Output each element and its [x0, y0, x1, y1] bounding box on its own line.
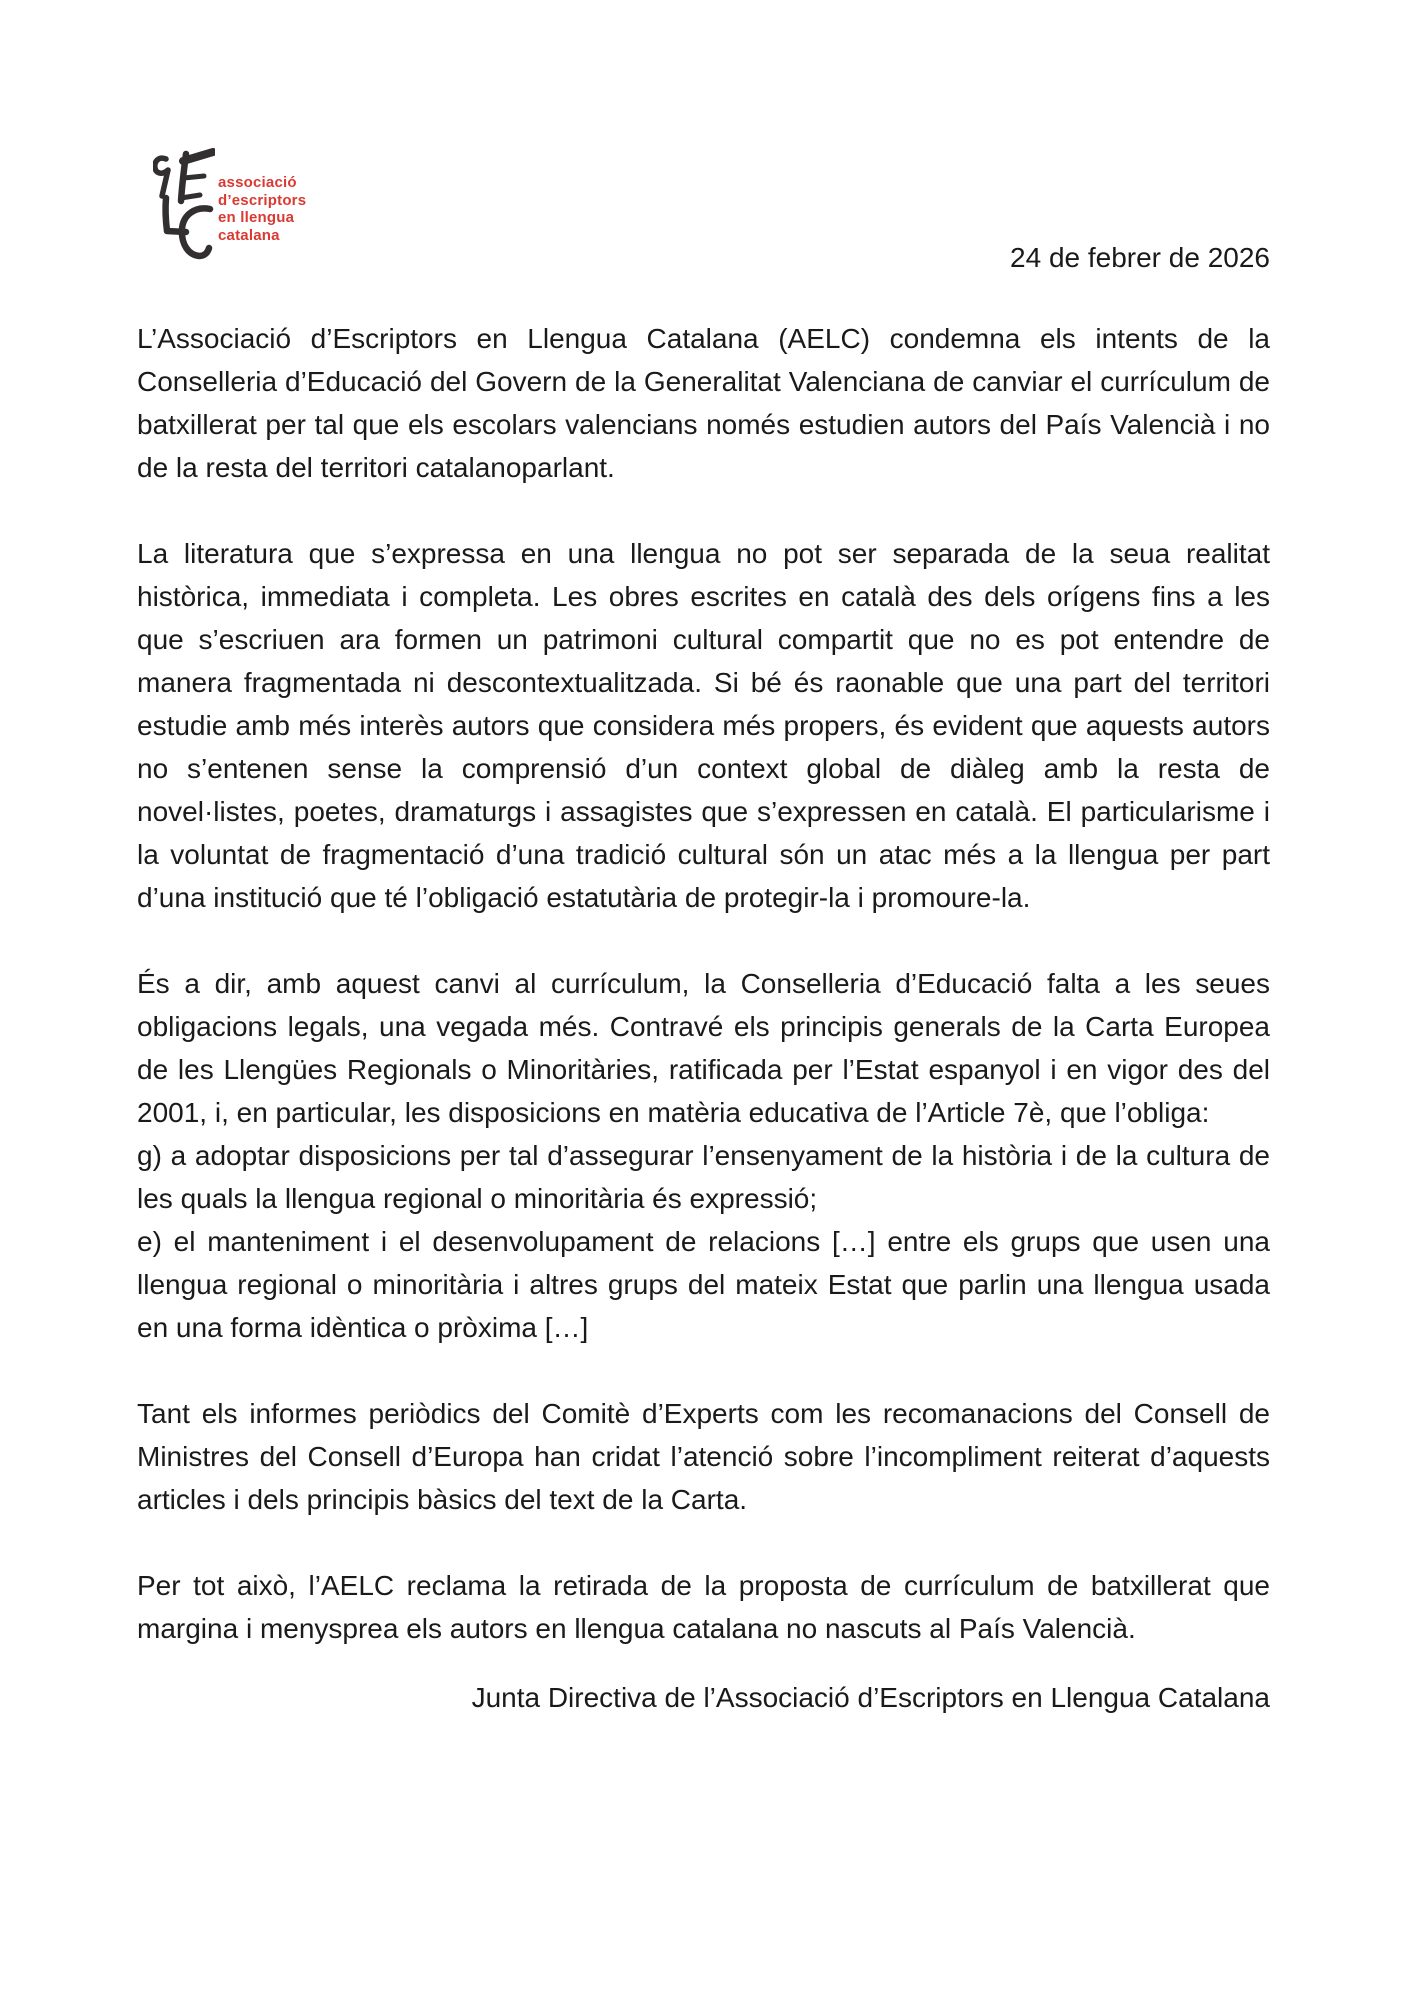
- paragraph-p3-item-e: e) el manteniment i el desenvolupament de relacions […] entre els grups que usen una llengua regional o minoritària i altres grups del mateix Estat que parlin una llengua usada en una forma idèntica o pròxima […]: [137, 1226, 1270, 1343]
- wordmark-line-3: en llengua: [218, 209, 295, 226]
- paragraph-p3: És a dir, amb aquest canvi al currículum, la Conselleria d’Educació falta a les seues obligacions legals, una vegada més. Contravé els principis generals de la Carta Europea de les Llengües Regionals o Minoritàries, ratificada per l’Estat espanyol i en vigor des del 2001, i, en particular, les disposicions en matèria educativa de l’Article 7è, que l’obliga:: [137, 968, 1270, 1128]
- letter-date: 24 de febrer de 2026: [1010, 242, 1270, 273]
- paragraph-p1: L’Associació d’Escriptors en Llengua Catalana (AELC) condemna els intents de la Conselleria d’Educació del Govern de la Generalitat Valenciana de canviar el currículum de batxillerat per tal que els escolars valencians només estudien autors del País Valencià i no de la resta del territori catalanoparlant.: [137, 323, 1270, 483]
- signature-line: Junta Directiva de l’Associació d’Escriptors en Llengua Catalana: [471, 1682, 1270, 1713]
- paragraph-list: [137, 317, 1270, 1650]
- wordmark-line-4: catalana: [218, 226, 280, 244]
- paragraph-p3-item-g: g) a adoptar disposicions per tal d’assegurar l’ensenyament de la història i de la cultura de les quals la llengua regional o minoritària és expressió;: [137, 1140, 1270, 1214]
- paragraph-p4: Tant els informes periòdics del Comitè d’Experts com les recomanacions del Consell de Ministres del Consell d’Europa han cridat l’atenció sobre l’incompliment reiterat d’aquests articles i dels principis bàsics del text de la Carta.: [137, 1398, 1270, 1515]
- aelc-logo-mark: [153, 148, 215, 260]
- paragraph-p5: Per tot això, l’AELC reclama la retirada de la proposta de currículum de batxillerat que margina i menysprea els autors en llengua catalana no nascuts al País Valencià.: [137, 1570, 1270, 1644]
- paragraph-p2: La literatura que s’expressa en una llengua no pot ser separada de la seua realitat històrica, immediata i completa. Les obres escrites en català des dels orígens fins a les que s’escriuen ara formen un patrimoni cultural compartit que no es pot entendre de manera fragmentada ni descontextualitzada. Si bé és raonable que una part del territori estudie amb més interès autors que considera més propers, és evident que aquests autors no s’entenen sense la comprensió d’un context global de diàleg amb la resta de novel·listes, poetes, dramaturgs i assagistes que s’expressen en català. El particularisme i la voluntat de fragmentació d’una tradició cultural són un atac més a la llengua per part d’una institució que té l’obligació estatutària de protegir-la i promoure-la.: [137, 538, 1270, 913]
- wordmark-line-1: associació: [218, 174, 297, 191]
- letter-body: [137, 317, 1270, 1719]
- aelc-logo-wordmark: [218, 174, 306, 244]
- wordmark-line-2: d’escriptors: [218, 191, 307, 209]
